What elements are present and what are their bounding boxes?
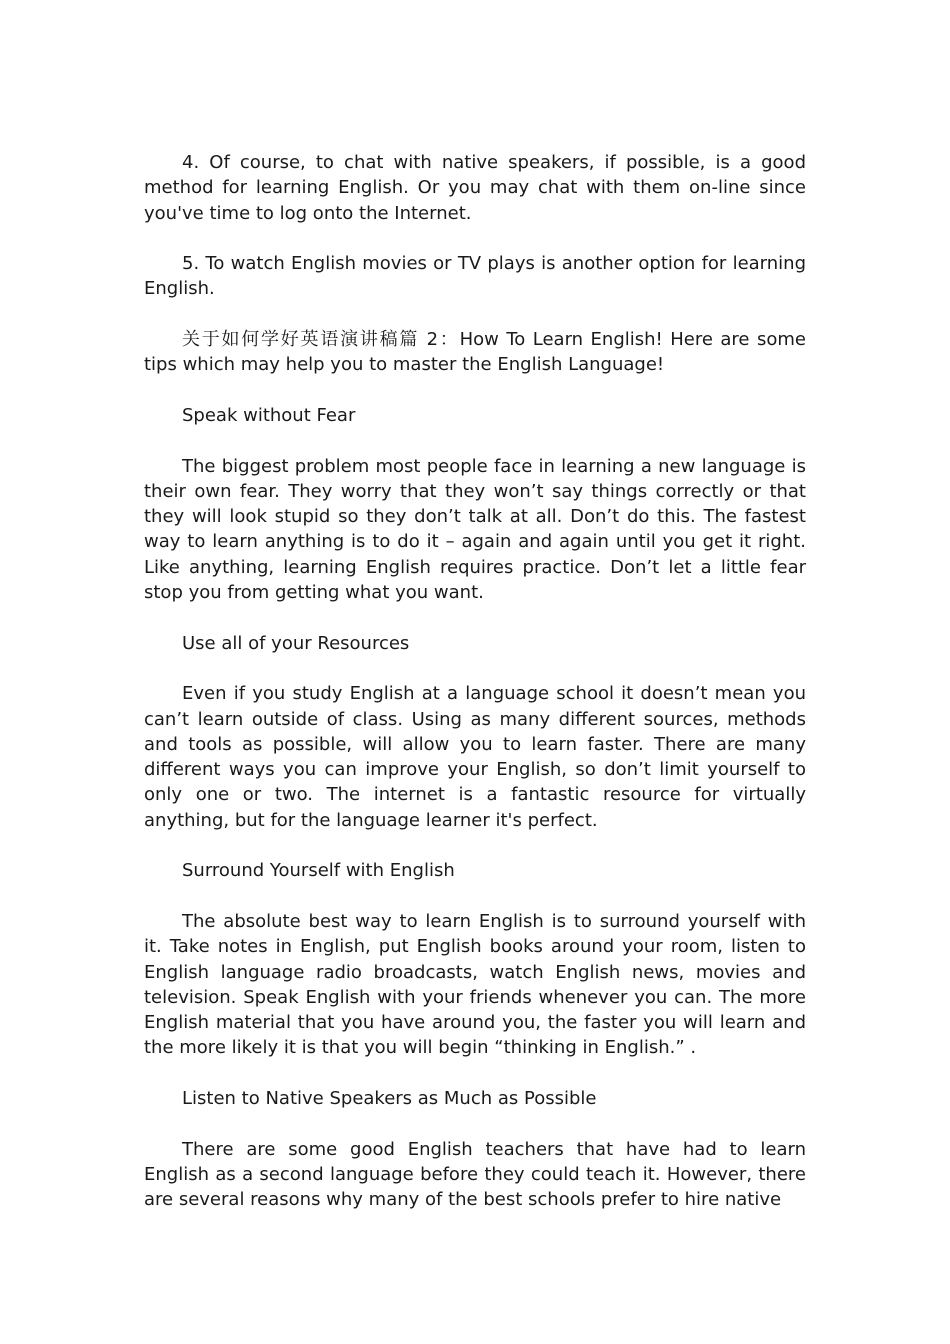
heading-listen-native: Listen to Native Speakers as Much as Possible — [182, 1087, 597, 1109]
paragraph-speech-intro: 关于如何学好英语演讲稿篇 2：How To Learn English! Here are some tips which may help you to master the English Language! — [144, 329, 806, 376]
paragraph-native-speakers: There are some good English teachers that have had to learn English as a second language before they could teach it. However, there are several reasons why many of the best schools prefer to hire native — [144, 1138, 806, 1211]
heading-surround-yourself: Surround Yourself with English — [182, 860, 455, 882]
paragraph-resources: Even if you study English at a language school it doesn’t mean you can’t learn outside of class. Using as many different sources, methods and tools as possible, will allow you to learn faster. There are many different ways you can improve your English, so don’t limit yourself to only one or two. The internet is a fantastic resource for virtually anything, but for the language learner it's perfect. — [144, 683, 806, 831]
heading-speak-without-fear: Speak without Fear — [182, 404, 356, 426]
document-page — [144, 150, 806, 1238]
paragraph-fear: The biggest problem most people face in learning a new language is their own fear. They worry that they won’t say things correctly or that they will look stupid so they don’t talk at all. Don’t do this. The fastest way to learn anything is to do it – again and again until you get it right. Like anything, learning English requires practice. Don’t let a little fear stop you from getting what you want. — [144, 455, 806, 604]
paragraph-surround: The absolute best way to learn English is to surround yourself with it. Take notes in English, put English books around your room, listen to English language radio broadcasts, watch English news, movies and television. Speak English with your friends whenever you can. The more English material that you have around you, the faster you will learn and the more likely it is that you will begin “thinking in English.” . — [144, 910, 806, 1059]
paragraph-tip-4: 4. Of course, to chat with native speakers, if possible, is a good method for learning English. Or you may chat with them on-line since you've time to log onto the Internet. — [144, 152, 806, 224]
paragraph-tip-5: 5. To watch English movies or TV plays is another option for learning English. — [144, 253, 806, 300]
heading-use-resources: Use all of your Resources — [182, 632, 410, 654]
